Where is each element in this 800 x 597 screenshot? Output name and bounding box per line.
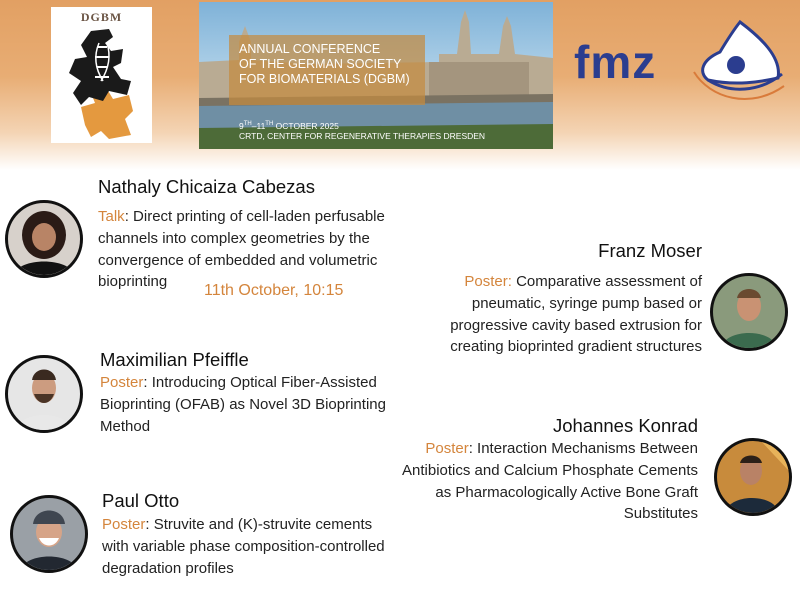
presenter-name-maximilian: Maximilian Pfeiffle [100,349,249,370]
banner-date-venue [239,119,539,141]
presentation-type-label: Poster [100,374,144,391]
header-band [0,0,800,170]
presenter-abstract-franz [420,271,702,358]
banner-title-line-1: ANNUAL CONFERENCE [239,42,381,56]
presenter-name-johannes: Johannes Konrad [552,415,698,436]
fmz-logo-text: fmz [574,36,657,88]
banner-date: 9TH–11TH OCTOBER 2025 [239,120,339,131]
avatar-maximilian [5,355,83,433]
banner-title [239,42,423,87]
presenter-name-paul: Paul Otto [102,490,180,511]
conference-banner [199,2,553,149]
presentation-title: Interaction Mechanisms Between Antibiotics and Calcium Phosphate Cements as Pharmacologically Active Bone Graft Substitutes [402,440,698,523]
presenter-abstract-paul: Poster: Struvite and (K)-struvite cements with variable phase composition-controlled degradation profiles [102,516,385,577]
presenter-abstract-maximilian: Poster: Introducing Optical Fiber-Assisted Bioprinting (OFAB) as Novel 3D Bioprinting Method [100,374,386,435]
presentation-title: Struvite and (K)-struvite cements with variable phase composition-controlled degradation profiles [102,516,385,577]
presentation-type-label: Poster [102,516,146,533]
banner-venue: CRTD, CENTER FOR REGENERATIVE THERAPIES DRESDEN [239,130,486,141]
fmz-cell-logo-icon [690,12,790,112]
presentation-type-label: Poster: [464,273,512,290]
avatar-paul [10,495,88,573]
puzzle-figure-icon [51,7,152,143]
presenter-abstract-johannes: Poster: Interaction Mechanisms Between Antibiotics and Calcium Phosphate Cements as Pharmacologically Active Bone Graft Substitutes [402,440,698,523]
presentation-type-label: Poster [425,440,469,457]
presentation-type-label: Talk [98,208,125,225]
dgbm-logo-text: DGBM [80,10,123,24]
banner-title-line-2: OF THE GERMAN SOCIETY [239,57,402,71]
presenter-abstract-nathaly: Talk: Direct printing of cell-laden perfusable channels into complex geometries by the convergence of embedded and volumetric bioprinting [98,208,385,291]
dgbm-logo [51,7,152,143]
presentation-title: Direct printing of cell-laden perfusable channels into complex geometries by the convergence of embedded and volumetric bioprinting [98,208,385,291]
banner-title-line-3: FOR BIOMATERIALS (DGBM) [239,72,410,86]
avatar-johannes [714,438,792,516]
avatar-nathaly [5,200,83,278]
presenter-name-nathaly: Nathaly Chicaiza Cabezas [98,176,315,197]
avatar-franz [710,273,788,351]
presenter-name-franz: Franz Moser [598,240,702,261]
presentation-title: Introducing Optical Fiber-Assisted Bioprinting (OFAB) as Novel 3D Bioprinting Method [100,374,386,435]
presentation-title: Comparative assessment of pneumatic, syringe pump based or progressive cavity based extrusion for creating bioprinted gradient structures [450,273,702,356]
talk-schedule: 11th October, 10:15 [204,282,344,299]
